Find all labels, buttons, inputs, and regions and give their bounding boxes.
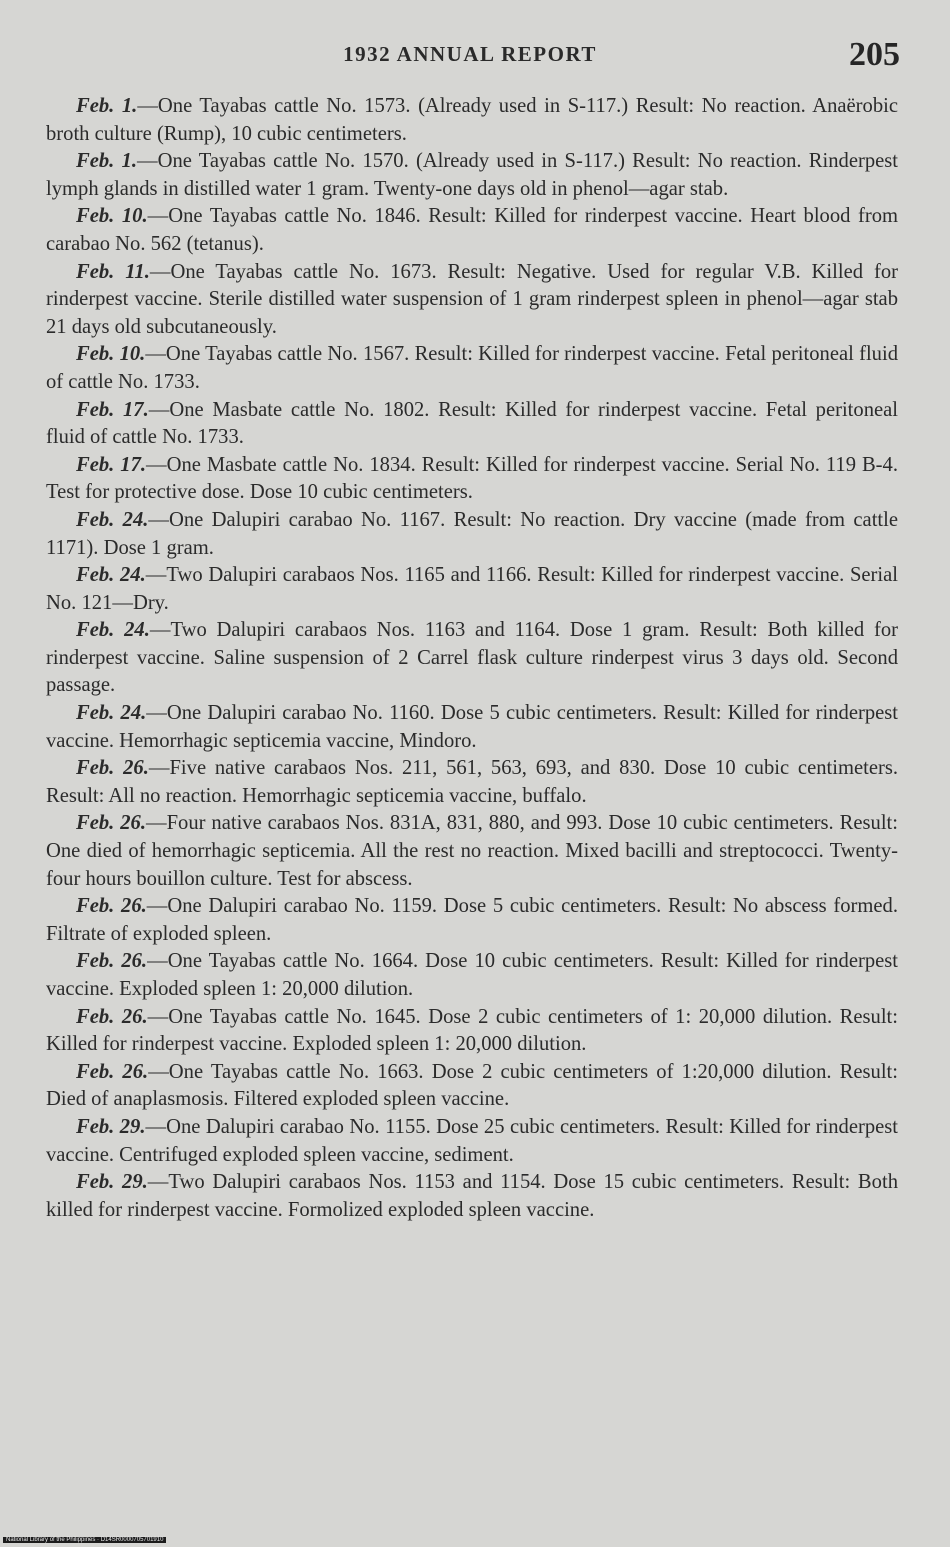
- entry-paragraph: [46, 507, 898, 562]
- entry-paragraph: [46, 341, 898, 396]
- entry-date: Feb. 10.: [76, 205, 148, 228]
- entry-paragraph: [46, 1114, 898, 1169]
- footer-watermark: National Library of the Philippines · D14SR0000705701910: [3, 1537, 166, 1543]
- entry-paragraph: [46, 1059, 898, 1114]
- entry-date: Feb. 17.: [76, 453, 147, 476]
- entry-paragraph: [46, 810, 898, 893]
- entry-text: —One Dalupiri carabao No. 1155. Dose 25 cubic centimeters. Result: Killed for rinderpest vaccine. Centrifuged exploded spleen vaccine, sediment.: [46, 1115, 898, 1166]
- entry-text: —One Dalupiri carabao No. 1160. Dose 5 cubic centimeters. Result: Killed for rinderpest vaccine. Hemorrhagic septicemia vaccine, Mindoro.: [46, 702, 898, 752]
- entry-text: —One Tayabas cattle No. 1846. Result: Killed for rinderpest vaccine. Heart blood from carabao No. 562 (tetanus).: [46, 205, 899, 255]
- entry-date: Feb. 24.: [76, 508, 149, 531]
- entry-date: Feb. 26.: [76, 895, 147, 918]
- entry-paragraph: [46, 562, 898, 617]
- entry-text: —One Masbate cattle No. 1834. Result: Killed for rinderpest vaccine. Serial No. 119 B-4. Test for protective dose. Dose 10 cubic centimeters.: [46, 453, 898, 504]
- entry-date: Feb. 11.: [76, 260, 150, 283]
- entry-text: —One Masbate cattle No. 1802. Result: Killed for rinderpest vaccine. Fetal peritoneal fluid of cattle No. 1733.: [46, 398, 899, 449]
- entry-text: —One Dalupiri carabao No. 1159. Dose 5 cubic centimeters. Result: No abscess formed. Filtrate of exploded spleen.: [46, 895, 898, 945]
- page-number: 205: [849, 36, 900, 73]
- running-title: 1932 ANNUAL REPORT: [343, 42, 597, 66]
- running-header: [40, 36, 900, 80]
- entry-date: Feb. 26.: [76, 757, 149, 780]
- entry-paragraph: [46, 617, 898, 700]
- entry-paragraph: [46, 259, 898, 342]
- entry-date: Feb. 26.: [76, 1005, 148, 1028]
- entry-date: Feb. 17.: [76, 398, 149, 421]
- entry-text: —One Tayabas cattle No. 1664. Dose 10 cubic centimeters. Result: Killed for rinderpest vaccine. Exploded spleen 1: 20,000 dilution.: [46, 950, 899, 1000]
- entry-paragraph: [46, 893, 898, 948]
- entry-text: —Two Dalupiri carabaos Nos. 1163 and 1164. Dose 1 gram. Result: Both killed for rinderpest vaccine. Saline suspension of 2 Carrel flask culture rinderpest virus 3 days old. Second passage.: [46, 619, 898, 697]
- entry-text: —One Tayabas cattle No. 1573. (Already used in S-117.) Result: No reaction. Anaërobic broth culture (Rump), 10 cubic centimeters.: [46, 95, 898, 145]
- entry-paragraph: [46, 755, 898, 810]
- entry-date: Feb. 1.: [76, 150, 137, 173]
- entry-paragraph: [46, 148, 898, 203]
- entry-date: Feb. 24.: [76, 619, 150, 642]
- entry-text: —One Tayabas cattle No. 1645. Dose 2 cubic centimeters of 1: 20,000 dilution. Result: Killed for rinderpest vaccine. Exploded spleen 1: 20,000 dilution.: [46, 1005, 898, 1056]
- entry-text: —Two Dalupiri carabaos Nos. 1153 and 1154. Dose 15 cubic centimeters. Result: Both killed for rinderpest vaccine. Formolized exploded spleen vaccine.: [46, 1171, 898, 1221]
- entry-text: —One Tayabas cattle No. 1567. Result: Killed for rinderpest vaccine. Fetal peritoneal fluid of cattle No. 1733.: [46, 343, 898, 393]
- entry-date: Feb. 26.: [76, 812, 146, 835]
- entry-paragraph: [46, 948, 898, 1003]
- entry-date: Feb. 29.: [76, 1171, 148, 1194]
- entry-date: Feb. 24.: [76, 702, 147, 725]
- entry-text: —One Tayabas cattle No. 1673. Result: Negative. Used for regular V.B. Killed for rinderpest vaccine. Sterile distilled water suspension of 1 gram rinderpest spleen in phenol—agar stab 21 days old subcutaneously.: [46, 260, 898, 338]
- entry-text: —Two Dalupiri carabaos Nos. 1165 and 1166. Result: Killed for rinderpest vaccine. Serial No. 121—Dry.: [46, 564, 898, 614]
- entry-text: —One Tayabas cattle No. 1663. Dose 2 cubic centimeters of 1:20,000 dilution. Result: Died of anaplasmosis. Filtered exploded spleen vaccine.: [46, 1060, 898, 1111]
- entry-date: Feb. 1.: [76, 95, 138, 117]
- entry-text: —Five native carabaos Nos. 211, 561, 563, 693, and 830. Dose 10 cubic centimeters. Result: All no reaction. Hemorrhagic septicemia vaccine, buffalo.: [46, 757, 898, 807]
- entry-paragraph: [46, 203, 898, 258]
- entry-date: Feb. 29.: [76, 1115, 146, 1138]
- entry-text: —One Dalupiri carabao No. 1167. Result: No reaction. Dry vaccine (made from cattle 1171). Dose 1 gram.: [46, 508, 898, 559]
- entry-paragraph: [46, 1004, 898, 1059]
- entry-paragraph: [46, 93, 898, 148]
- entry-date: Feb. 26.: [76, 950, 148, 973]
- entry-paragraph: [46, 397, 898, 452]
- entry-text: —One Tayabas cattle No. 1570. (Already used in S-117.) Result: No reaction. Rinderpest lymph glands in distilled water 1 gram. Twenty-one days old in phenol—agar stab.: [46, 150, 899, 200]
- entry-paragraph: [46, 700, 898, 755]
- entry-date: Feb. 26.: [76, 1060, 149, 1083]
- entry-date: Feb. 10.: [76, 343, 146, 366]
- entry-date: Feb. 24.: [76, 564, 146, 587]
- entry-text: —Four native carabaos Nos. 831A, 831, 880, and 993. Dose 10 cubic centimeters. Result: One died of hemorrhagic septicemia. All the rest no reaction. Mixed bacilli and streptococci. Twenty-four hours bouillon culture. Test for abscess.: [46, 812, 898, 890]
- entry-paragraph: [46, 452, 898, 507]
- entry-paragraph: [46, 1169, 898, 1224]
- body-text: [46, 93, 898, 1224]
